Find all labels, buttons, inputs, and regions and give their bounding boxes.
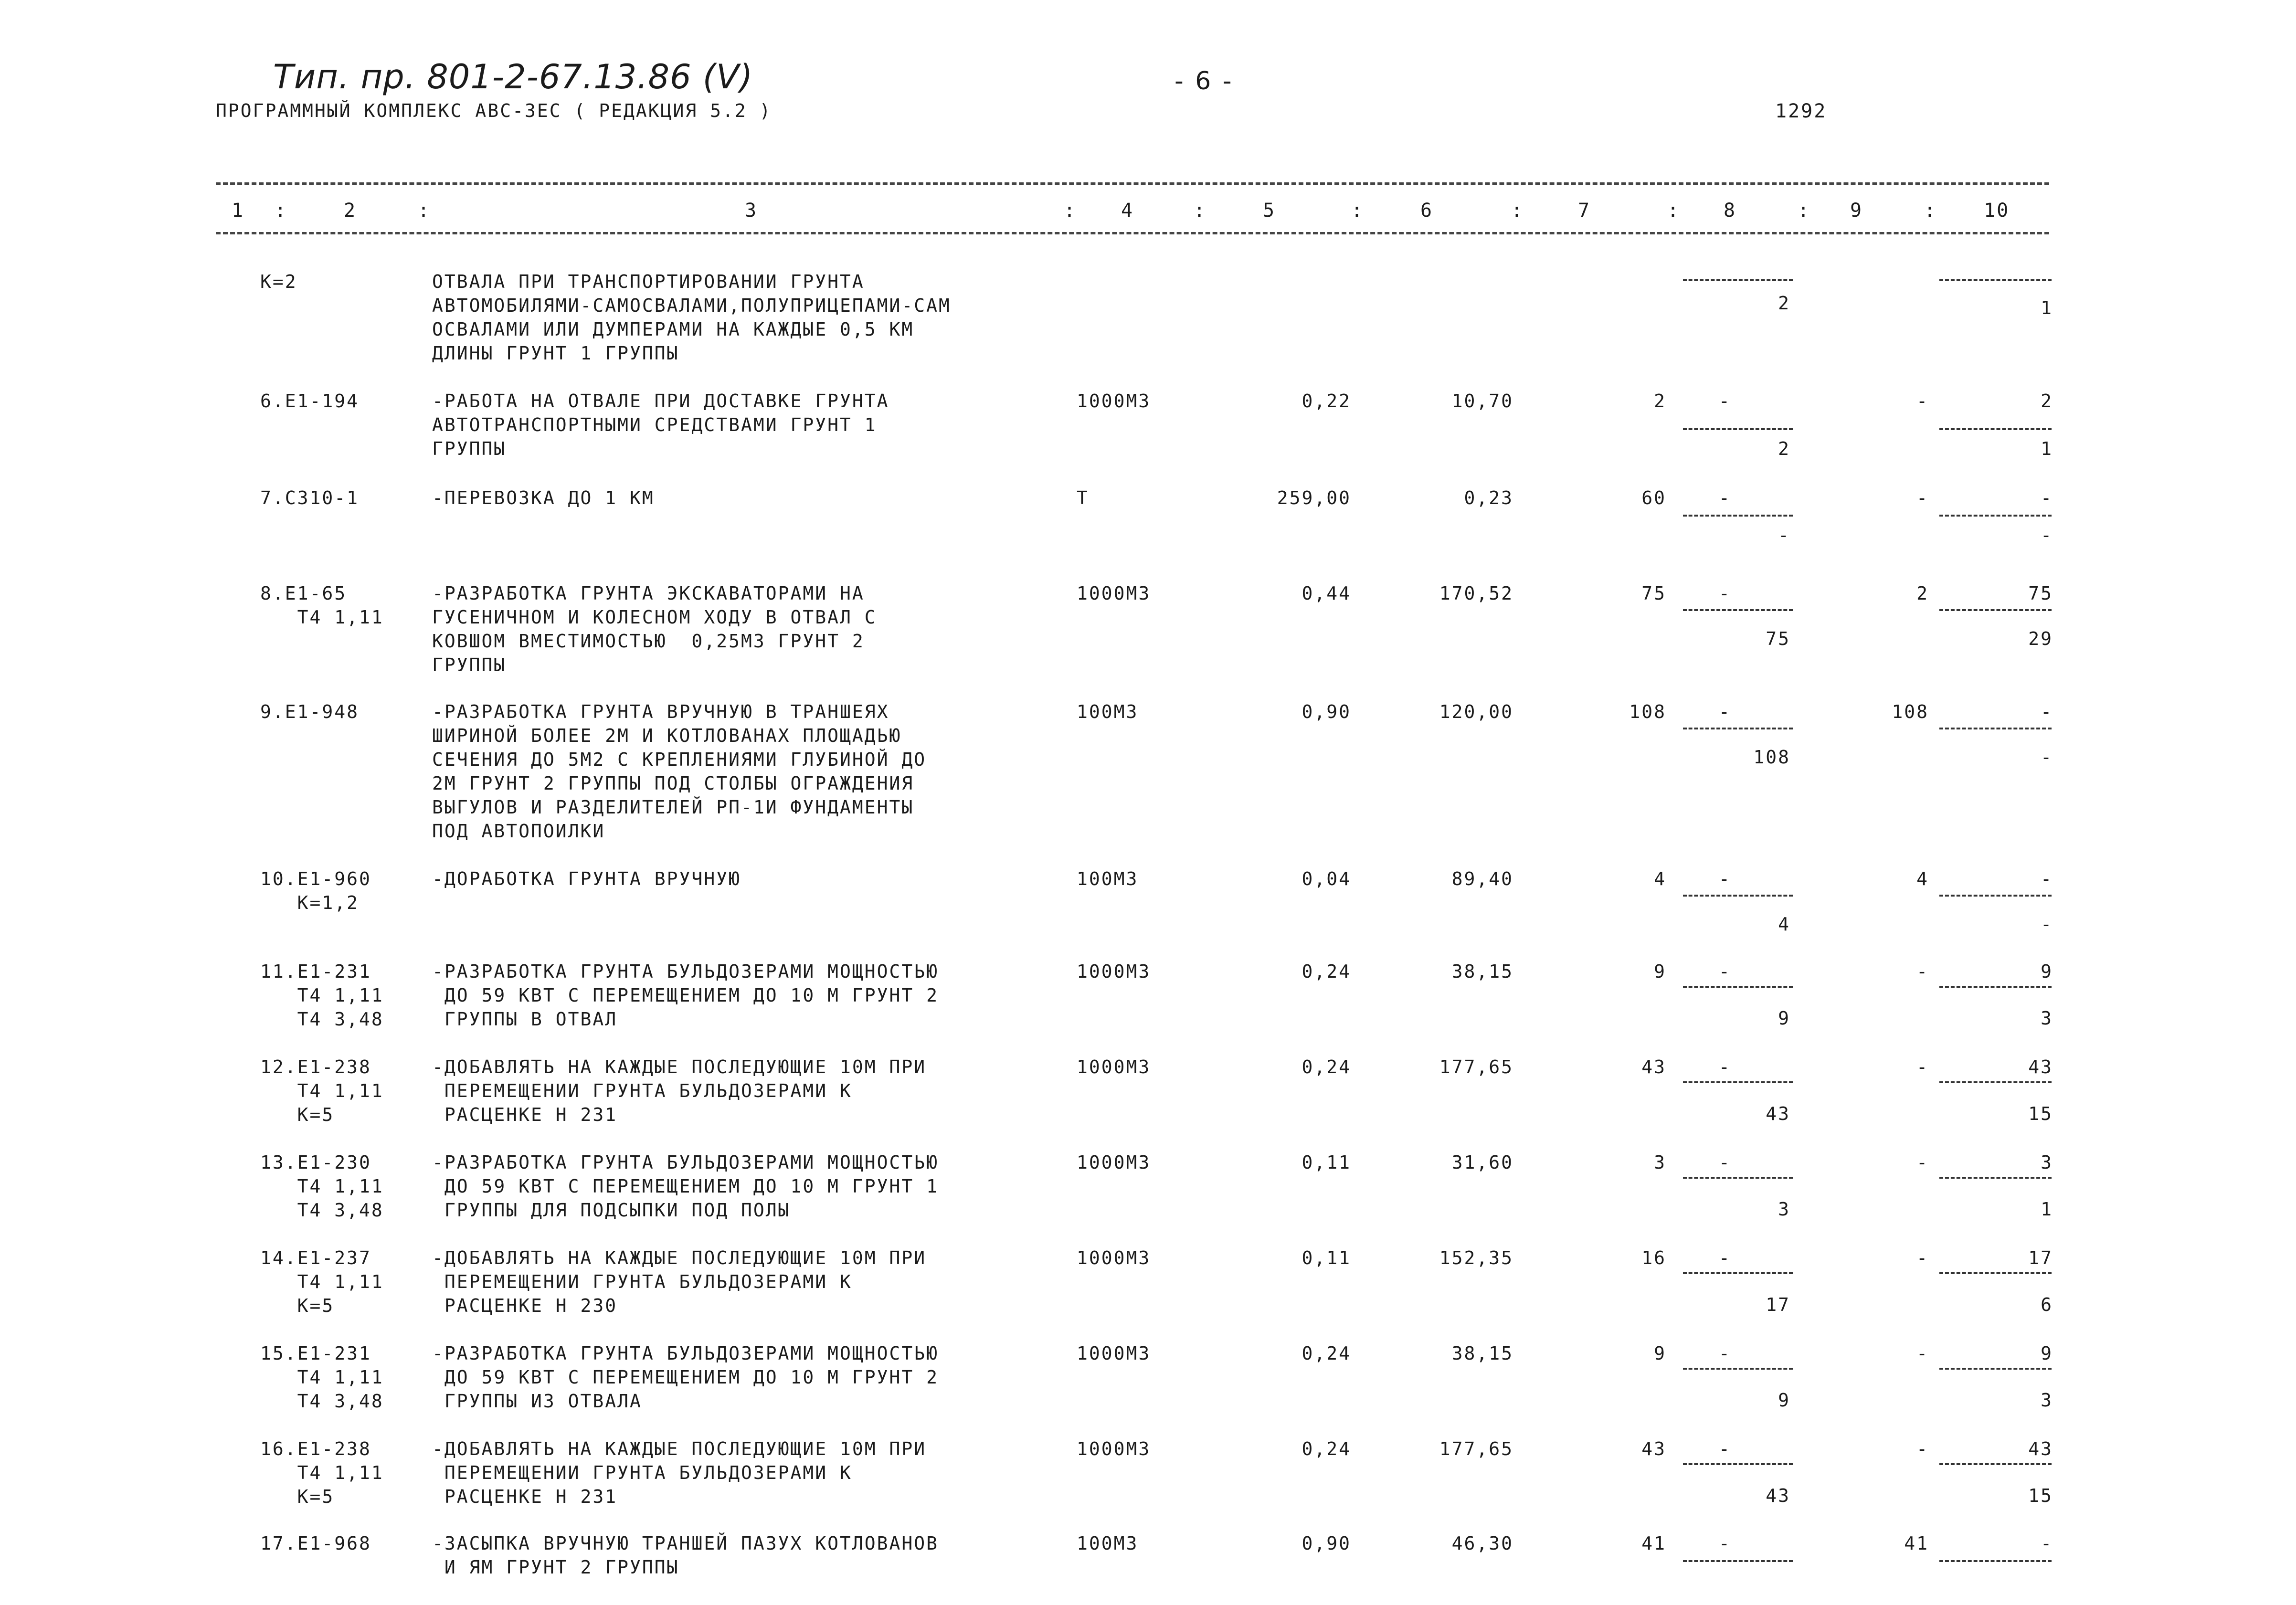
- row-unit: 100М3: [1077, 1533, 1139, 1554]
- row-price: 177,65: [1439, 1056, 1513, 1077]
- fraction-line: [1939, 1272, 2052, 1274]
- row-price: 38,15: [1451, 1343, 1513, 1364]
- row-code: 16.Е1-238 Т4 1,11 К=5: [260, 1438, 384, 1507]
- row-code: 9.Е1-948: [260, 701, 360, 722]
- header-bottom-rule: [216, 232, 2049, 234]
- fraction-line: [1939, 728, 2052, 729]
- row-col10-bottom: -: [2041, 747, 2053, 768]
- row-col7: 4: [1654, 868, 1666, 889]
- row-col9: -: [1916, 1438, 1929, 1459]
- column-header: 7: [1578, 200, 1591, 222]
- row-col8-bottom: 43: [1766, 1103, 1790, 1124]
- row-description: -ЗАСЫПКА ВРУЧНУЮ ТРАНШЕЙ ПАЗУХ КОТЛОВАНОВ И ЯМ ГРУНТ 2 ГРУППЫ: [432, 1533, 939, 1578]
- fraction-line: [1939, 515, 2052, 517]
- row-description: -ДОБАВЛЯТЬ НА КАЖДЫЕ ПОСЛЕДУЮЩИЕ 10М ПРИ ПЕРЕМЕЩЕНИИ ГРУНТА БУЛЬДОЗЕРАМИ К РАСЦЕНКЕ Н 231: [432, 1438, 927, 1507]
- row-col9: 41: [1904, 1533, 1929, 1554]
- row-price: 177,65: [1439, 1438, 1513, 1459]
- row-col8-top: -: [1719, 868, 1731, 889]
- row-quantity: 0,04: [1301, 868, 1351, 889]
- row-unit: 1000М3: [1077, 1247, 1151, 1268]
- column-header: 4: [1121, 200, 1134, 222]
- row-col9: -: [1916, 1056, 1929, 1077]
- row-unit: 1000М3: [1077, 961, 1151, 982]
- row-code: 12.Е1-238 Т4 1,11 К=5: [260, 1056, 384, 1125]
- row-col7: 41: [1641, 1533, 1666, 1554]
- row-quantity: 0,24: [1301, 1056, 1351, 1077]
- row-quantity: 0,24: [1301, 1438, 1351, 1459]
- row-col8-bottom: 3: [1778, 1199, 1790, 1220]
- row-col9: -: [1916, 1343, 1929, 1364]
- column-header: 6: [1420, 200, 1434, 222]
- row-description: -ДОБАВЛЯТЬ НА КАЖДЫЕ ПОСЛЕДУЮЩИЕ 10М ПРИ ПЕРЕМЕЩЕНИИ ГРУНТА БУЛЬДОЗЕРАМИ К РАСЦЕНКЕ Н 230: [432, 1247, 927, 1316]
- column-header: 8: [1724, 200, 1737, 222]
- row-col8-top: -: [1719, 391, 1731, 412]
- fraction-line: [1683, 1177, 1793, 1179]
- row-col7: 75: [1641, 583, 1666, 604]
- row-code: 14.Е1-237 Т4 1,11 К=5: [260, 1247, 384, 1316]
- row-price: 120,00: [1439, 701, 1513, 722]
- row-col10-top: -: [2041, 868, 2053, 889]
- row-unit: 1000М3: [1077, 1152, 1151, 1173]
- row-col9: -: [1916, 961, 1929, 982]
- row-col10-top: 17: [2028, 1247, 2053, 1268]
- row-col8-top: -: [1719, 1533, 1731, 1554]
- column-separator: :: [1064, 200, 1077, 222]
- row-col10-bottom: -: [2041, 914, 2053, 935]
- fraction-line: [1683, 428, 1793, 430]
- fraction-line: [1683, 1081, 1793, 1083]
- row-col10-bottom: 15: [2028, 1485, 2053, 1506]
- column-header: 1: [232, 200, 245, 222]
- software-subtitle: ПРОГРАММНЫЙ КОМПЛЕКС АВС-3ЕС ( РЕДАКЦИЯ 5.2 ): [216, 100, 772, 121]
- column-separator: :: [1194, 200, 1207, 222]
- row-col10-bottom: 29: [2028, 628, 2053, 649]
- column-separator: :: [1798, 200, 1811, 222]
- row-unit: 1000М3: [1077, 1343, 1151, 1364]
- row-description: -РАЗРАБОТКА ГРУНТА БУЛЬДОЗЕРАМИ МОЩНОСТЬЮ ДО 59 КВТ С ПЕРЕМЕЩЕНИЕМ ДО 10 М ГРУНТ 2 ГРУППЫ ИЗ ОТВАЛА: [432, 1343, 939, 1412]
- column-header: 2: [344, 200, 357, 222]
- row-col8-bottom: 9: [1778, 1008, 1790, 1029]
- row-col10-top: 2: [2041, 391, 2053, 412]
- row-code: 7.С310-1: [260, 487, 360, 508]
- row-col8-top: -: [1719, 1152, 1731, 1173]
- column-separator: :: [1667, 200, 1681, 222]
- row-col7: 16: [1641, 1247, 1666, 1268]
- row-col9: -: [1916, 487, 1929, 508]
- row-col9: -: [1916, 1247, 1929, 1268]
- row-col8-top: -: [1719, 1438, 1731, 1459]
- row-col8-bottom: 9: [1778, 1390, 1790, 1411]
- row-quantity: 0,24: [1301, 1343, 1351, 1364]
- row-description: -РАЗРАБОТКА ГРУНТА БУЛЬДОЗЕРАМИ МОЩНОСТЬЮ ДО 59 КВТ С ПЕРЕМЕЩЕНИЕМ ДО 10 М ГРУНТ 2 ГРУППЫ В ОТВАЛ: [432, 961, 939, 1030]
- row-col10-bottom: 6: [2041, 1294, 2053, 1315]
- row-col7: 3: [1654, 1152, 1666, 1173]
- row-col10-top: 9: [2041, 961, 2053, 982]
- fraction-line: [1939, 279, 2052, 281]
- row-col7: 60: [1641, 487, 1666, 508]
- row-description: -ДОРАБОТКА ГРУНТА ВРУЧНУЮ: [432, 868, 741, 889]
- row-quantity: 0,11: [1301, 1152, 1351, 1173]
- row-price: 0,23: [1464, 487, 1513, 508]
- row-col8-top: -: [1719, 1247, 1731, 1268]
- row-col8-top: -: [1719, 1056, 1731, 1077]
- row-quantity: 0,11: [1301, 1247, 1351, 1268]
- row-unit: 1000М3: [1077, 1056, 1151, 1077]
- row-col8-bottom: 75: [1766, 628, 1790, 649]
- row-quantity: 0,22: [1301, 391, 1351, 412]
- row-unit: Т: [1077, 487, 1089, 508]
- row-col10-top: 43: [2028, 1438, 2053, 1459]
- row-description: -РАЗРАБОТКА ГРУНТА ВРУЧНУЮ В ТРАНШЕЯХ ШИРИНОЙ БОЛЕЕ 2М И КОТЛОВАНАХ ПЛОЩАДЬЮ СЕЧЕНИЯ ДО 5М2 С КРЕПЛЕНИЯМИ ГЛУБИНОЙ ДО 2М ГРУНТ 2 ГРУППЫ ПОД СТОЛБЫ ОГРАЖДЕНИЯ ВЫГУЛОВ И РАЗДЕЛИТЕЛЕЙ РП-1И ФУНДАМЕНТЫ ПОД АВТОПОИЛКИ: [432, 701, 927, 842]
- row-code: 11.Е1-231 Т4 1,11 Т4 3,48: [260, 961, 384, 1030]
- row-col10-bottom: 3: [2041, 1008, 2053, 1029]
- row-col8-top: -: [1719, 487, 1731, 508]
- row-col7: 108: [1629, 701, 1666, 722]
- row-col7: 2: [1654, 391, 1666, 412]
- fraction-line: [1939, 1463, 2052, 1465]
- row-col10-bottom: 3: [2041, 1390, 2053, 1411]
- fraction-line: [1939, 986, 2052, 988]
- row-description: -РАБОТА НА ОТВАЛЕ ПРИ ДОСТАВКЕ ГРУНТА АВТОТРАНСПОРТНЫМИ СРЕДСТВАМИ ГРУНТ 1 ГРУППЫ: [432, 391, 889, 459]
- row-col10-top: 75: [2028, 583, 2053, 604]
- row-col9: 4: [1916, 868, 1929, 889]
- row-col10-bottom: -: [2041, 525, 2053, 546]
- row-col8-bottom: -: [1778, 525, 1790, 546]
- row-code: 13.Е1-230 Т4 1,11 Т4 3,48: [260, 1152, 384, 1221]
- fraction-line: [1683, 1272, 1793, 1274]
- row-code: 15.Е1-231 Т4 1,11 Т4 3,48: [260, 1343, 384, 1412]
- row-col7: 9: [1654, 1343, 1666, 1364]
- row-col10-bottom: 1: [2041, 297, 2053, 318]
- sheet-number: 1292: [1775, 100, 1827, 122]
- row-code: 17.Е1-968: [260, 1533, 371, 1554]
- fraction-line: [1683, 1560, 1793, 1562]
- column-header: 10: [1984, 200, 2010, 222]
- column-separator: :: [1351, 200, 1365, 222]
- row-unit: 100М3: [1077, 868, 1139, 889]
- row-code: 8.Е1-65 Т4 1,11: [260, 583, 384, 628]
- row-col8-bottom: 43: [1766, 1485, 1790, 1506]
- row-price: 89,40: [1451, 868, 1513, 889]
- table-top-rule: [216, 182, 2049, 185]
- fraction-line: [1939, 609, 2052, 611]
- row-quantity: 0,90: [1301, 1533, 1351, 1554]
- fraction-line: [1683, 279, 1793, 281]
- fraction-line: [1939, 1368, 2052, 1370]
- row-quantity: 0,44: [1301, 583, 1351, 604]
- row-col7: 43: [1641, 1438, 1666, 1459]
- row-col8-top: -: [1719, 1343, 1731, 1364]
- row-description: -ПЕРЕВОЗКА ДО 1 КМ: [432, 487, 655, 508]
- row-col10-top: 3: [2041, 1152, 2053, 1173]
- row-description: -ДОБАВЛЯТЬ НА КАЖДЫЕ ПОСЛЕДУЮЩИЕ 10М ПРИ ПЕРЕМЕЩЕНИИ ГРУНТА БУЛЬДОЗЕРАМИ К РАСЦЕНКЕ Н 231: [432, 1056, 927, 1125]
- row-description: -РАЗРАБОТКА ГРУНТА БУЛЬДОЗЕРАМИ МОЩНОСТЬЮ ДО 59 КВТ С ПЕРЕМЕЩЕНИЕМ ДО 10 М ГРУНТ 1 ГРУППЫ ДЛЯ ПОДСЫПКИ ПОД ПОЛЫ: [432, 1152, 939, 1221]
- column-header: 5: [1263, 200, 1276, 222]
- fraction-line: [1683, 728, 1793, 729]
- row-col10-bottom: 1: [2041, 1199, 2053, 1220]
- row-col10-bottom: 1: [2041, 438, 2053, 459]
- fraction-line: [1683, 986, 1793, 988]
- row-col7: 9: [1654, 961, 1666, 982]
- fraction-line: [1939, 428, 2052, 430]
- row-quantity: 0,24: [1301, 961, 1351, 982]
- row-price: 152,35: [1439, 1247, 1513, 1268]
- page-number: - 6 -: [1174, 67, 1234, 95]
- column-separator: :: [275, 200, 288, 222]
- row-code: K=2: [260, 271, 297, 292]
- row-col10-top: -: [2041, 1533, 2053, 1554]
- column-header: 3: [745, 200, 758, 222]
- column-separator: :: [1924, 200, 1937, 222]
- row-unit: 1000М3: [1077, 583, 1151, 604]
- row-unit: 1000М3: [1077, 391, 1151, 412]
- project-title: Тип. пр. 801-2-67.13.86 (V): [273, 57, 753, 96]
- row-col8-top: -: [1719, 961, 1731, 982]
- row-col10-top: 43: [2028, 1056, 2053, 1077]
- row-price: 46,30: [1451, 1533, 1513, 1554]
- row-col10-bottom: 15: [2028, 1103, 2053, 1124]
- row-description: ОТВАЛА ПРИ ТРАНСПОРТИРОВАНИИ ГРУНТА АВТОМОБИЛЯМИ-САМОСВАЛАМИ,ПОЛУПРИЦЕПАМИ-САМ ОСВАЛАМИ ИЛИ ДУМПЕРАМИ НА КАЖДЫЕ 0,5 КМ ДЛИНЫ ГРУНТ 1 ГРУППЫ: [432, 271, 951, 364]
- row-description: -РАЗРАБОТКА ГРУНТА ЭКСКАВАТОРАМИ НА ГУСЕНИЧНОМ И КОЛЕСНОМ ХОДУ В ОТВАЛ С КОВШОМ ВМЕСТИМОСТЬЮ 0,25М3 ГРУНТ 2 ГРУППЫ: [432, 583, 877, 676]
- column-separator: :: [418, 200, 431, 222]
- fraction-line: [1683, 1368, 1793, 1370]
- row-price: 31,60: [1451, 1152, 1513, 1173]
- row-price: 170,52: [1439, 583, 1513, 604]
- row-col8-bottom: 2: [1778, 293, 1790, 314]
- fraction-line: [1683, 515, 1793, 517]
- fraction-line: [1939, 1177, 2052, 1179]
- row-col8-top: -: [1719, 583, 1731, 604]
- row-col8-bottom: 2: [1778, 438, 1790, 459]
- row-unit: 1000М3: [1077, 1438, 1151, 1459]
- row-col8-bottom: 17: [1766, 1294, 1790, 1315]
- fraction-line: [1683, 1463, 1793, 1465]
- column-separator: :: [1511, 200, 1524, 222]
- row-quantity: 259,00: [1277, 487, 1351, 508]
- row-col10-top: -: [2041, 487, 2053, 508]
- row-col9: 2: [1916, 583, 1929, 604]
- row-code: 6.Е1-194: [260, 391, 360, 412]
- row-col8-top: -: [1719, 701, 1731, 722]
- row-code: 10.Е1-960 К=1,2: [260, 868, 371, 913]
- fraction-line: [1939, 895, 2052, 897]
- row-col8-bottom: 108: [1753, 747, 1790, 768]
- row-price: 38,15: [1451, 961, 1513, 982]
- fraction-line: [1683, 895, 1793, 897]
- column-header: 9: [1850, 200, 1863, 222]
- row-col10-top: 9: [2041, 1343, 2053, 1364]
- row-col9: -: [1916, 391, 1929, 412]
- row-col7: 43: [1641, 1056, 1666, 1077]
- row-quantity: 0,90: [1301, 701, 1351, 722]
- row-price: 10,70: [1451, 391, 1513, 412]
- fraction-line: [1939, 1560, 2052, 1562]
- fraction-line: [1683, 609, 1793, 611]
- row-col8-bottom: 4: [1778, 914, 1790, 935]
- row-col9: 108: [1892, 701, 1929, 722]
- row-unit: 100М3: [1077, 701, 1139, 722]
- row-col10-top: -: [2041, 701, 2053, 722]
- fraction-line: [1939, 1081, 2052, 1083]
- row-col9: -: [1916, 1152, 1929, 1173]
